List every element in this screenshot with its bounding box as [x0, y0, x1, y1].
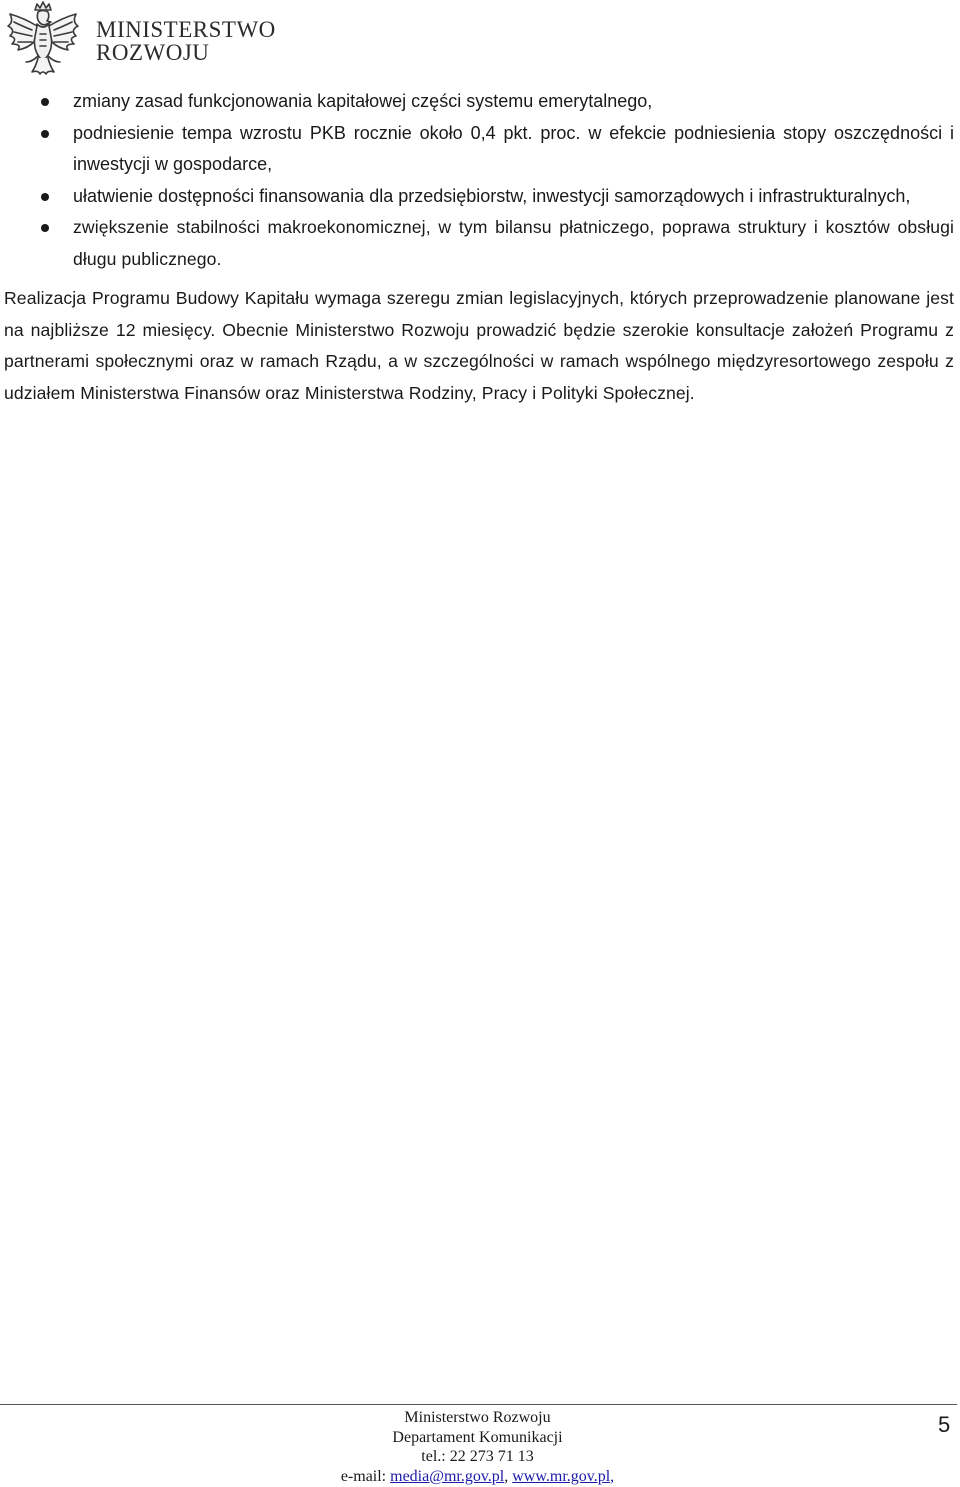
footer-email-label: e-mail:: [340, 1467, 391, 1485]
footer-ministry-name: Ministerstwo Rozwoju: [404, 1409, 551, 1426]
footer-department: Departament Komunikacji: [392, 1428, 563, 1446]
footer-email-link[interactable]: media@mr.gov.pl: [390, 1467, 505, 1485]
footer-phone: tel.: 22 273 71 13: [421, 1448, 534, 1465]
document-body: [4, 86, 954, 409]
bullet-item: [4, 118, 954, 181]
logo-line-rozwoju: ROZWOJU: [96, 40, 210, 65]
bullet-text: ułatwienie dostępności finansowania dla przedsiębiorstw, inwestycji samorządowych i infrastrukturalnych,: [73, 185, 911, 206]
bullet-dot-icon: [41, 224, 49, 232]
page-header: [0, 0, 300, 84]
bullet-text: podniesienie tempa wzrostu PKB rocznie około 0,4 pkt. proc. w efekcie podniesienia stopy oszczędności i inwestycji w gospodarce,: [73, 122, 954, 174]
ministry-logo-text: [96, 18, 276, 64]
page-footer: [250, 1408, 705, 1486]
page-number: 5: [938, 1412, 951, 1437]
footer-contact-row: [250, 1467, 705, 1487]
bullet-list: [4, 86, 954, 275]
bullet-dot-icon: [41, 193, 49, 201]
bullet-text: zmiany zasad funkcjonowania kapitałowej części systemu emerytalnego,: [73, 91, 653, 111]
bullet-item: [4, 86, 954, 118]
bullet-dot-icon: [41, 98, 49, 106]
bullet-item: [4, 212, 954, 275]
footer-website-link[interactable]: www.mr.gov.pl,: [512, 1467, 615, 1485]
bullet-dot-icon: [41, 130, 49, 138]
polish-eagle-emblem-icon: [2, 0, 84, 84]
footer-divider: [0, 1404, 957, 1405]
body-paragraph: Realizacja Programu Budowy Kapitału wymaga szeregu zmian legislacyjnych, których przeprowadzenie planowane jest na najbliższe 12 miesięcy. Obecnie Ministerstwo Rozwoju prowadzić będzie szerokie konsultacje założeń Programu z partnerami społecznymi oraz w ramach Rządu, a w szczególności w ramach wspólnego międzyresortowego zespołu z udziałem Ministerstwa Finansów oraz Ministerstwa Rodziny, Pracy i Polityki Społecznej.: [4, 288, 954, 403]
logo-line-ministerstwo: MINISTERSTWO: [96, 17, 276, 42]
bullet-text: zwiększenie stabilności makroekonomicznej, w tym bilansu płatniczego, poprawa struktury i kosztów obsługi długu publicznego.: [73, 217, 954, 269]
footer-separator: ,: [504, 1467, 513, 1485]
bullet-item: [4, 181, 954, 213]
